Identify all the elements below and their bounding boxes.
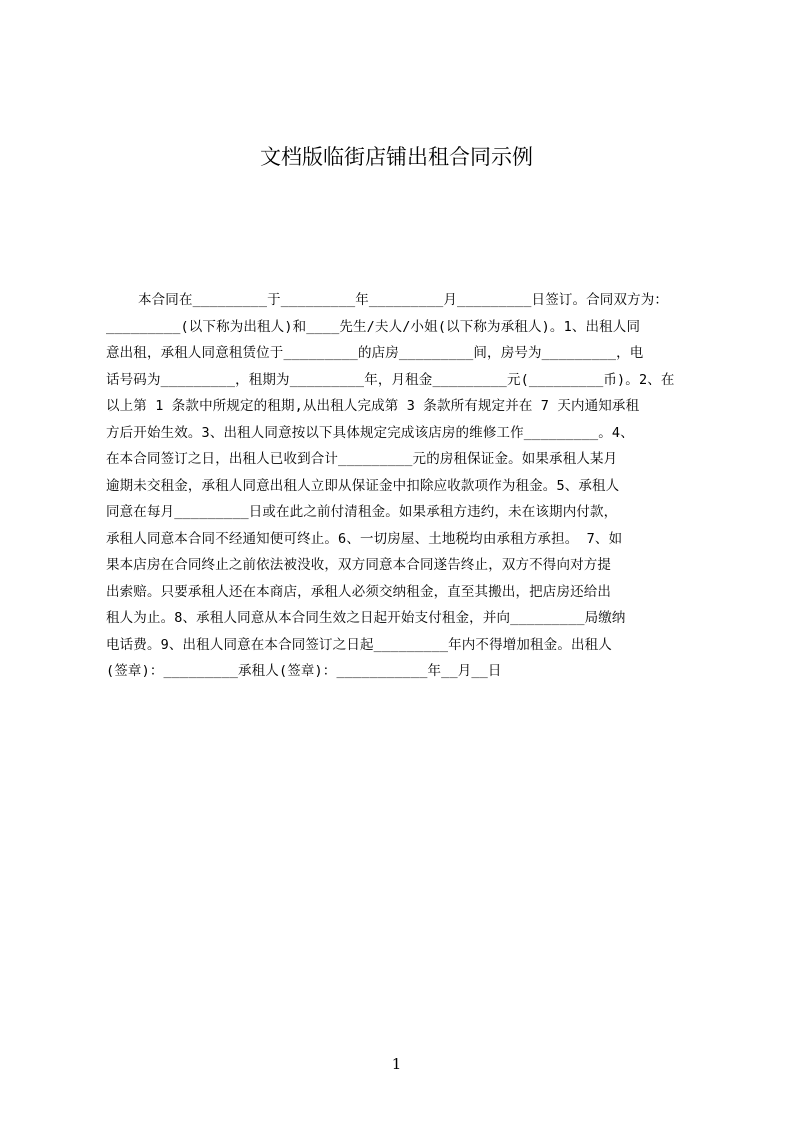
contract-line: _________(以下称为出租人)和____先生/夫人/小姐(以下称为承租人)。1、出租人同 — [106, 318, 641, 335]
contract-line: 在本合同签订之日，出租人已收到合计_________元的房租保证金。如果承租人某月 — [106, 451, 618, 467]
contract-line: 以上第 1 条款中所规定的租期,从出租人完成第 3 条款所有规定并在 7 天内通知承租 — [106, 398, 640, 414]
contract-line: 本合同在_________于_________年_________月_________日签订。合同双方为： — [138, 292, 669, 308]
contract-line: 话号码为_________，租期为_________年，月租金_________元(_________币)。2、在 — [106, 371, 675, 388]
contract-line: 出索赔。只要承租人还在本商店，承租人必须交纳租金，直至其搬出，把店房还给出 — [106, 583, 612, 600]
contract-line: 意出租，承租人同意租赁位于_________的店房_________间，房号为_________，电 — [106, 345, 644, 361]
contract-line: 逾期未交租金，承租人同意出租人立即从保证金中扣除应收款项作为租金。5、承租人 — [106, 477, 620, 494]
contract-line: 承租人同意本合同不经通知便可终止。6、一切房屋、土地税均由承租方承担。 7、如 — [106, 530, 623, 547]
page-number: 1 — [391, 1055, 402, 1073]
contract-body — [106, 287, 697, 685]
contract-line: 电话费。9、出租人同意在本合同签订之日起_________年内不得增加租金。出租人 — [106, 636, 612, 653]
contract-line: 租人为止。8、承租人同意从本合同生效之日起开始支付租金，并向_________局缴纳 — [106, 610, 626, 626]
contract-line: 方后开始生效。3、出租人同意按以下具体规定完成该店房的维修工作_________。4、 — [106, 424, 634, 441]
contract-line: (签章)：_________承租人(签章)：___________年__月__日 — [106, 663, 502, 679]
contract-line: 同意在每月_________日或在此之前付清租金。如果承租方违约，未在该期内付款， — [106, 504, 618, 520]
document-title: 文档版临街店铺出租合同示例 — [260, 145, 533, 169]
contract-line: 果本店房在合同终止之前依法被没收，双方同意本合同遂告终止，双方不得向对方提 — [106, 557, 612, 573]
